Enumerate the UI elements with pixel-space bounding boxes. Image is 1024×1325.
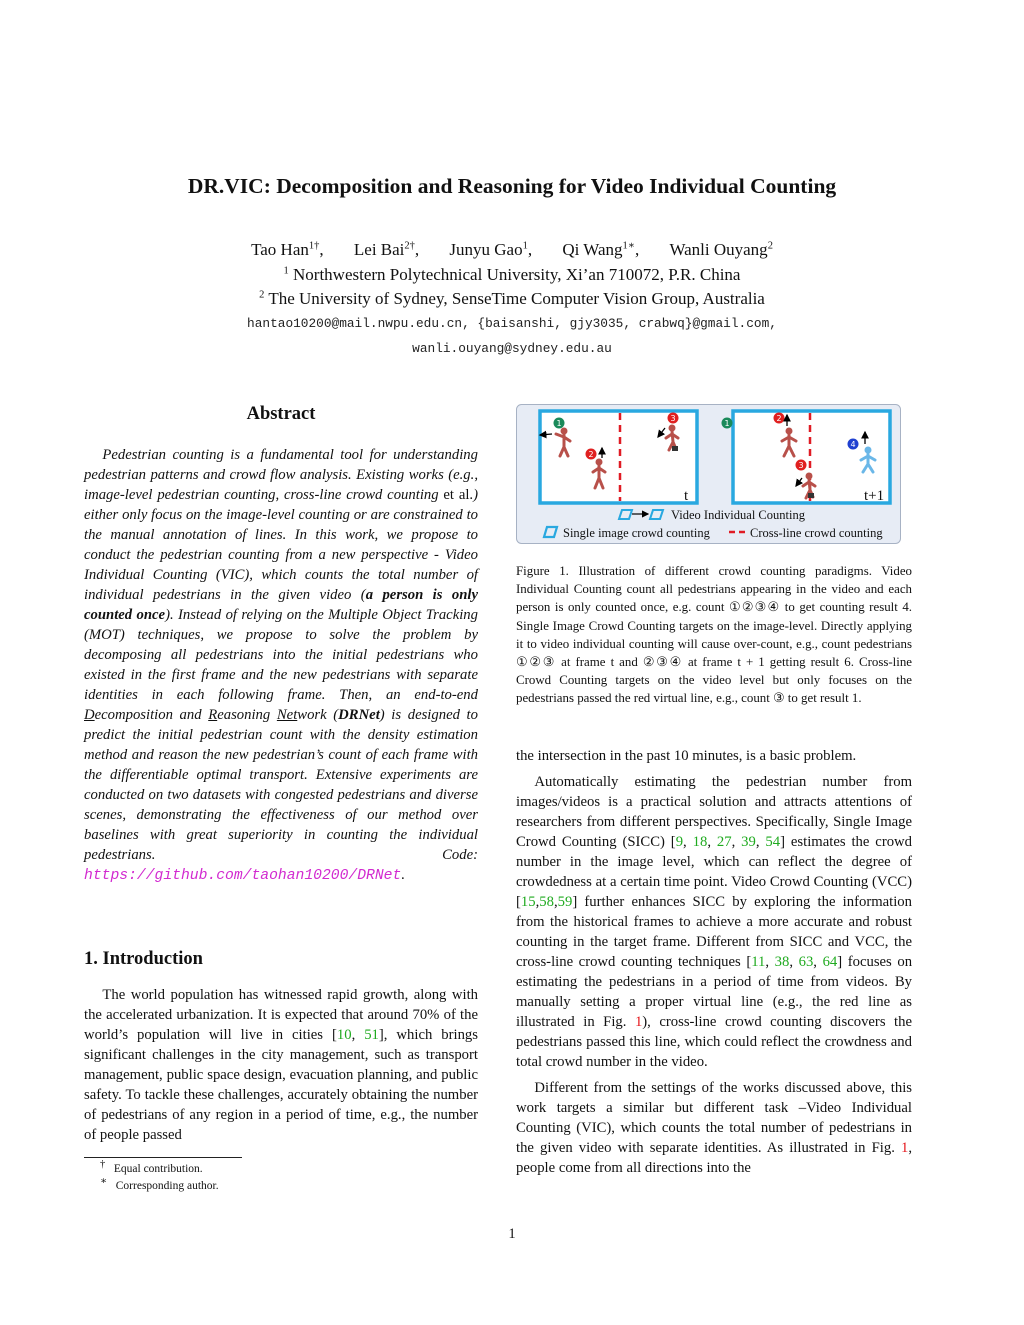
citation[interactable]: 10 bbox=[336, 1027, 352, 1043]
citation[interactable]: 51 bbox=[364, 1027, 379, 1043]
citation[interactable]: 54 bbox=[765, 834, 781, 850]
citation[interactable]: 58 bbox=[539, 894, 554, 910]
abstract-heading: Abstract bbox=[246, 404, 316, 424]
right-column-body: the intersection in the past 10 minutes, is a basic problem. Automatically estimating the pedestrian number from images/videos is a practical solution and attracts attentions of researchers from different perspectives. Specifically, Single Image Crowd Counting (SICC) [9, 18, 27, 39, 54] estimates the crowd number in the image level, which can reflect the degree of crowdedness at a certain time point. Video Crowd Counting (VCC) [15,58,59] further enhances SICC by exploring the information from the historical frames to achieve a more accurate and robust counting in the target frame. Different from SICC and VCC, the cross-line crowd counting techniques [11, 38, 63, 64] focuses on estimating the pedestrians in a period of time from videos. By manually setting a proper virtual line (e.g., the red line as illustrated in Fig. 1), cross-line crowd counting discovers the pedestrians passed this line, which could reflect the crowdness and total crowd number in the video. Different from the settings of the works discussed above, this work targets a similar but different task –Video Individual Counting (VIC), which counts the total number of pedestrians in the given video with separate identities. As illustrated in Fig. 1, people come from all directions into the bbox=[516, 748, 913, 1176]
abstract-body: Pedestrian counting is a fundamental tool for understanding pedestrian patterns and crowd flow analysis. Existing works (e.g., image-level pedestrian counting, cross-line crowd counting et al.) either only focus on the image-level counting or are constrained to the manual annotation of lines. In this work, we propose to conduct the pedestrian counting from a new perspective - Video Individual Counting (VIC), which counts the total number of individual pedestrians in the given video (a person is only counted once). Instead of relying on the Multiple Object Tracking (MOT) techniques, we propose to solve the problem by decomposing all pedestrians into the initial pedestrians who existed in the first frame and the new pedestrians with separate identities in each following frame. Then, an end-to-end Decomposition and Reasoning Network (DRNet) is designed to predict the initial pedestrian count with the density estimation method and reason the new pedestrian’s count of each frame with the differentiable optimal transport. Extensive experiments are conducted on two datasets with congested pedestrians and diverse scenes, demonstrating the effectiveness of our method over baselines with great superiority in counting the individual pedestrians. Code: https://github.com/taohan10200/DRNet. bbox=[84, 447, 479, 884]
figure-ref[interactable]: 1 bbox=[900, 1140, 909, 1156]
citation[interactable]: 18 bbox=[692, 834, 708, 850]
legend-cross bbox=[729, 526, 883, 540]
citation[interactable]: 27 bbox=[716, 834, 732, 850]
code-link[interactable]: https://github.com/taohan10200/DRNet bbox=[84, 868, 402, 884]
page-number: 1 bbox=[508, 1226, 516, 1242]
email-line-2: wanli.ouyang@sydney.edu.au bbox=[412, 341, 612, 356]
svg-text:Single image crowd counting: Single image crowd counting bbox=[563, 526, 710, 540]
affiliation-1: $^1$ Northwestern Polytechnical University, Xi’an 710072, P.R. China bbox=[283, 265, 741, 284]
citation[interactable]: 39 bbox=[741, 834, 756, 850]
svg-text:3: 3 bbox=[670, 414, 676, 423]
citation[interactable]: 9 bbox=[675, 834, 684, 850]
intro-body: The world population has witnessed rapid growth, along with the accelerated urbanization. It is expected that around 70% of the world’s population will live in cities [10, 51], which brings significant challenges in the city management, such as transport management, public space design, evacuation planning, and public safety. To tackle these challenges, accurately obtaining the number of pedestrians of any region in a period of time, e.g., the number of people passed bbox=[84, 987, 478, 1143]
footnote-1: † Equal contribution. bbox=[100, 1159, 203, 1175]
svg-text:2: 2 bbox=[776, 414, 782, 423]
author: Lei Bai$^{2\dagger}$, bbox=[353, 240, 420, 259]
intro-heading: 1. Introduction bbox=[84, 949, 203, 969]
paper-title: DR.VIC: Decomposition and Reasoning for Video Individual Counting bbox=[187, 174, 837, 198]
figure-1 bbox=[516, 404, 901, 544]
author: Tao Han$^{1\dagger}$, bbox=[251, 240, 324, 259]
footnote-2: ∗ Corresponding author. bbox=[100, 1176, 219, 1192]
frame-label-t1: t+1 bbox=[864, 488, 885, 504]
figure-caption: Figure 1. Illustration of different crowd counting paradigms. Video Individual Counting count all pedestrians appearing in the video and each person is only counted once, e.g. count ①②③④ to get counting result 4. Single Image Crowd Counting targets on the image-level. Directly applying it to video individual counting will cause over-count, e.g., count pedestrians ①②③ at frame t and ②③④ at frame t + 1 getting result 6. Cross-line Crowd Counting targets on the video level but only focuses on the pedestrians passed the red virtual line, e.g., count ③ to get result 1. bbox=[516, 564, 912, 706]
email-line-1: hantao10200@mail.nwpu.edu.cn, {baisanshi, gjy3035, crabwq}@gmail.com, bbox=[247, 316, 777, 331]
citation[interactable]: 11 bbox=[751, 954, 766, 970]
svg-text:3: 3 bbox=[798, 461, 804, 470]
author: Wanli Ouyang$^2$ bbox=[669, 240, 773, 259]
citation[interactable]: 38 bbox=[774, 954, 790, 970]
svg-text:Cross-line crowd counting: Cross-line crowd counting bbox=[750, 526, 883, 540]
citation[interactable]: 59 bbox=[557, 894, 573, 910]
citation[interactable]: 64 bbox=[822, 954, 838, 970]
frame-label-t: t bbox=[684, 488, 689, 504]
footnote-rule bbox=[84, 1157, 242, 1158]
svg-text:2: 2 bbox=[588, 450, 594, 459]
author: Junyu Gao$^1$, bbox=[449, 240, 533, 259]
svg-text:Video Individual Counting: Video Individual Counting bbox=[671, 508, 805, 522]
author-list bbox=[0, 240, 1024, 260]
affiliation-2: $^2$ The University of Sydney, SenseTime Computer Vision Group, Australia bbox=[259, 289, 765, 308]
legend-single bbox=[544, 526, 711, 540]
svg-text:4: 4 bbox=[850, 440, 856, 449]
figure-ref[interactable]: 1 bbox=[634, 1014, 643, 1030]
svg-text:1: 1 bbox=[556, 419, 562, 428]
citation[interactable]: 15 bbox=[520, 894, 536, 910]
person-1-frame-t1 bbox=[722, 418, 733, 429]
citation[interactable]: 63 bbox=[798, 954, 814, 970]
svg-text:1: 1 bbox=[724, 419, 730, 428]
author: Qi Wang$^{1∗}$, bbox=[562, 240, 640, 259]
